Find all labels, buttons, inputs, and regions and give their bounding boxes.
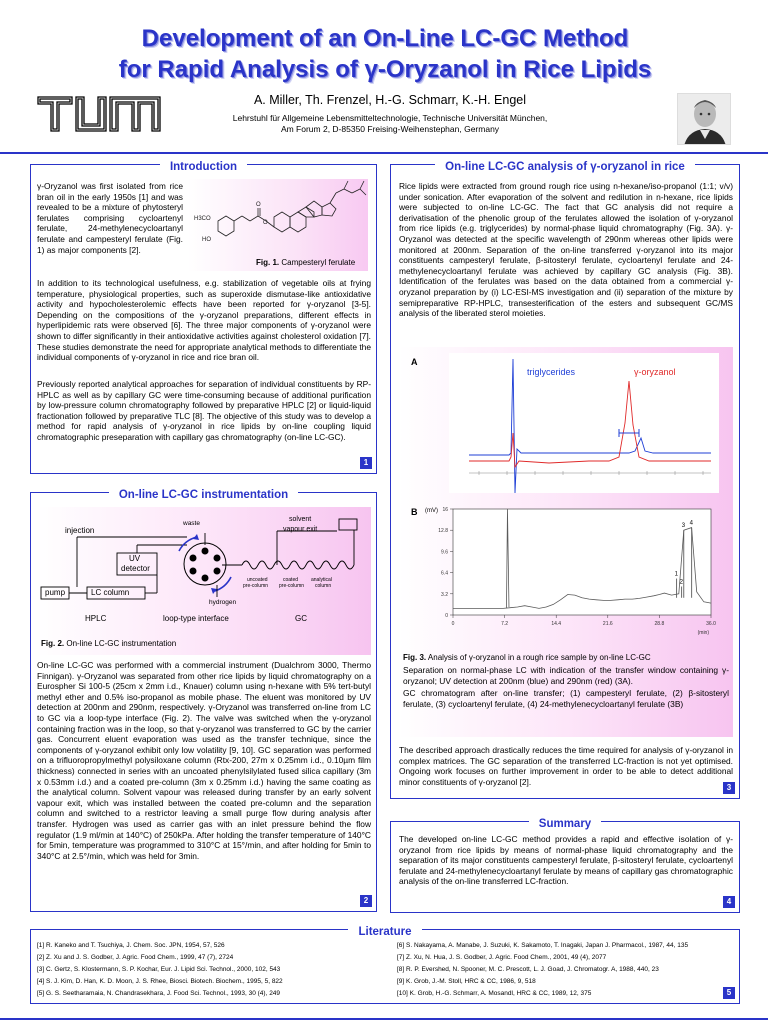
authors: A. Miller, Th. Frenzel, H.-G. Schmarr, K.-H. Engel [253, 93, 527, 107]
fig3-caption-text: Analysis of γ-oryzanol in a rough rice sample by on-line LC-GC [427, 653, 651, 662]
instrumentation-diagram [37, 507, 371, 655]
chart-a-label: A [411, 357, 418, 367]
fig3-desc-1: Separation on normal-phase LC with indication of the transfer window containing γ-oryzanol; UV detection at 200nm (blue) and 290nm (red) (3A). [403, 665, 729, 686]
fig3-desc-2: GC chromatogram after on-line transfer; (1) campesteryl ferulate, (2) β-sitosteryl ferulate, (3) cycloartenyl ferulate, (4) 24-methylenecycloartanyl ferulate (3B) [403, 688, 729, 709]
poster-title-line2: for Rapid Analysis of γ-Oryzanol in Rice Lipids [118, 56, 652, 83]
x-axis-unit: (min) [697, 630, 709, 636]
peak-label-3: 3 [681, 523, 686, 530]
chart-b-label: B [411, 507, 418, 517]
label-uv: UV [129, 554, 141, 563]
fig1-label: Fig. 1. [256, 258, 280, 267]
campesteryl-ferulate-figure [188, 179, 368, 271]
x-tick-label: 7.2 [501, 621, 509, 627]
reference-item: [3] C. Gertz, S. Klostermann, S. P. Kochar, Eur. J. Lipid Sci. Technol., 2000, 102, 543 [37, 966, 281, 973]
summary-heading: Summary [529, 818, 601, 830]
label-gc: GC [295, 614, 307, 623]
label-analytical-column: column [315, 583, 332, 589]
analysis-section [390, 161, 740, 799]
label-pump: pump [45, 588, 66, 597]
affiliation-line2: Am Forum 2, D-85350 Freising-Weihenstephan, Germany [280, 124, 500, 134]
peak-label-1: 1 [674, 571, 678, 578]
x-tick-label: 0 [451, 621, 455, 627]
reference-item: [7] Z. Xu, N. Hua, J. S. Godber, J. Agric. Food Chem., 2001, 49 (4), 2077 [397, 954, 607, 961]
poster-title-line1: Development of an On-Line LC-GC Method [141, 25, 629, 52]
header-divider [0, 152, 768, 154]
chart-a-label-triglycerides: triglycerides [527, 367, 576, 377]
label-uncoated-precolumn: pre-column [243, 583, 269, 589]
label-analytical: analytical [311, 577, 332, 583]
svg-text:O: O [256, 202, 261, 208]
reference-item: [8] R. P. Evershed, N. Spooner, M. C. Prescott, L. J. Goad, J. Chromatogr. A, 1988, 440, 23 [397, 966, 659, 973]
struct-label-methoxy: H3CO [194, 216, 211, 222]
chart-a [449, 353, 719, 493]
affiliation [170, 113, 610, 135]
label-hydrogen: hydrogen [209, 599, 237, 606]
struct-label-hydroxy: HO [202, 237, 211, 243]
chart-b-frame [453, 509, 711, 615]
peak-label-4: 4 [689, 520, 693, 527]
summary-section [390, 818, 740, 913]
label-injection: injection [65, 526, 95, 535]
footer-divider [0, 1018, 768, 1020]
chart-b [429, 503, 719, 643]
chart-a-label-oryzanol: γ-oryzanol [634, 367, 676, 377]
intro-paragraph-2: In addition to its technological usefulness, e.g. stabilization of vegetable oils at frying temperature, physiological properties, such as superoxide dismutase-like antioxidative activity and hypocholesterolemic effects have been reported for γ-oryzanol [3-5]. Depending on the compositions of the γ-oryzanol preparations, different effects in hyperlipidemic rats were observed [6]. The three major components of γ-oryzanol were shown to differ significantly in their antioxidative activities against cholesterol oxidation [7]. These studies demonstrate the need for appropriate analytical methods to differentiate the individual components of γ-oryzanol in rice and rice bran oil. [37, 278, 371, 363]
introduction-heading: Introduction [160, 161, 247, 173]
references-right [397, 940, 727, 1000]
reference-item: [1] R. Kaneko and T. Tsuchiya, J. Chem. Soc. JPN, 1954, 57, 526 [37, 942, 225, 949]
fig3-panel [399, 347, 733, 737]
instrumentation-body: On-line LC-GC was performed with a commercial instrument (Dualchrom 3000, Thermo Finnigan). γ-Oryzanol was separated from other rice lipids by liquid chromatography on a Eurospher Si 100-5 (25cm x 2mm i.d., Knauer) column using n-hexane with 5% tert-butyl methyl ether and 0.5% iso-propanol as mobile phase. The eluent was monitored by UV detection at 200nm and 290nm, respectively. γ-Oryzanol was transferred on-line from LC to GC via a loop-type interface (Fig. 2). The valve was switched when the γ-oryzanol containing fraction was in the loop, so that γ-oryzanol was transferred to GC by the carrier gas. Concurrent eluent evaporation was used as the transfer technique, since the components of γ-oryzanol exhibit only low volatility [9, 10]. GC separation was performed on a trifluoropropylmethyl polysiloxane column (Rtx-200, 27m x 0.25mm i.d., 0.10µm film thickness) connected in series with an uncoated phenylsilylated fused silica capillary (3m x 0.53mm i.d.) and a coated pre-column (3m x 0.25mm i.d.) having the same coating as the analytical column. Solvent vapour was released during transfer by an early solvent vapour exit, which was installed between the coated pre-column and the separation column and switched to a restrictor leaving a small purge flow during analysis after transfer. Hydrogen was used as carrier gas with an inlet pressure behind the flow regulator (1.9 ml/min at 140°C) of 250kPa. After holding the transfer temperature of 140°C for 5min, temperature was programmed to 310°C at 15°/min, and after holding for 5min to 340°C at 2.5°/min, which was held for 3min. [37, 660, 371, 861]
fid-box [339, 519, 357, 530]
x-tick-label: 14.4 [551, 621, 562, 627]
label-coated-precolumn: pre-column [279, 583, 305, 589]
peak-label-2: 2 [679, 579, 683, 586]
fig3-label: Fig. 3. [403, 653, 427, 662]
instrumentation-heading: On-line LC-GC instrumentation [109, 489, 298, 501]
fig2-label: Fig. 2. [41, 639, 65, 648]
affiliation-line1: Lehrstuhl für Allgemeine Lebensmitteltechnologie, Technische Universität München, [232, 113, 548, 123]
fig2-caption-text: On-line LC-GC instrumentation [66, 639, 177, 648]
summary-body: The developed on-line LC-GC method provides a rapid and effective isolation of γ-oryzanol from rice lipids by means of normal-phase liquid chromatography and the separation of its major constituents campesteryl ferulate, β-sitosteryl ferulate, cycloartenyl ferulate and 24-methylenecycloartanyl ferulate by means of capillary gas chromatographic analysis of the on-line transferred LC-fraction. [399, 834, 733, 887]
fig1-caption-text: Campesteryl ferulate [281, 258, 356, 267]
reference-item: [10] K. Grob, H.-G. Schmarr, A. Mosandl, HRC & CC, 1989, 12, 375 [397, 990, 592, 997]
section-number-badge: 5 [723, 987, 735, 999]
references-left [37, 940, 387, 1000]
y-tick-label: 9.6 [441, 549, 448, 556]
intro-paragraph-1: γ-Oryzanol was first isolated from rice bran oil in the early 1950s [1] and was revealed to be a mixture of phytosteryl ferulates comprising cycloartenyl ferulate, 24-methylenecycloartanyl ferulate and campesteryl ferulate (Fig. 1) as major components [2]. [37, 181, 183, 255]
analysis-heading: On-line LC-GC analysis of γ-oryzanol in rice [435, 161, 695, 173]
reference-item: [6] S. Nakayama, A. Manabe, J. Suzuki, K. Sakamoto, T. Inagaki, Japan J. Pharmacol., 1987, 44, 135 [397, 942, 689, 949]
introduction-section [30, 161, 377, 474]
svg-text:O: O [263, 220, 268, 226]
series-line-uv290 [469, 381, 711, 467]
x-tick-label: 21.6 [602, 621, 613, 627]
label-vapour-exit: vapour exit [283, 526, 318, 533]
label-coated: coated [283, 577, 299, 583]
section-number-badge: 1 [360, 457, 372, 469]
instrumentation-section [30, 489, 377, 912]
reference-item: [5] G. S. Seetharamaia, N. Chandrasekhara, J. Food Sci. Technol., 1993, 30 (4), 249 [37, 990, 281, 997]
fig2-caption [41, 639, 176, 648]
literature-heading: Literature [348, 926, 421, 938]
label-solvent: solvent [289, 516, 312, 523]
x-tick-label: 28.8 [654, 621, 665, 627]
fig3-caption [403, 653, 729, 663]
label-detector: detector [121, 564, 150, 573]
section-number-badge: 2 [360, 895, 372, 907]
label-hplc: HPLC [85, 614, 107, 623]
y-tick-label: 12.8 [438, 528, 448, 535]
intro-paragraph-3: Previously reported analytical approaches for separation of individual constituents by RP-HPLC as well as by capillary GC were time-consuming because of additional purification by low-pressure column chromatography followed by preparative HPLC [2] or liquid-liquid fractionation followed by preparative TLC [8]. The objective of this study was to develop a method for rapid analysis of γ-oryzanol in rice lipids by on-line coupling liquid chromatographic preseparation with capillary gas chromatography (on-line LC-GC). [37, 379, 371, 442]
analysis-body: Rice lipids were extracted from ground rough rice using n-hexane/iso-propanol (1:1; v/v) under sonication. After evaporation of the solvent and redilution in n-hexane, rice lipids were subjected to on-line LC-GC. The fact that GC analysis did not require a derivatisation of the phenolic group of the ferulates allowed the isolation of γ-oryzanol from rice lipids (e.g. triglycerides) by normal-phase liquid chromatography (Fig. 3A). γ-Oryzanol was detected at the specific wavelength of 290nm whereas other lipids were monitored at 200nm. Separation of the on-line transferred γ-oryzanol into its major constituents campesteryl ferulate, β-sitosteryl ferulate, cycloartenyl ferulate and 24-methylenecycloartanyl ferulate was achieved by capillary GC analysis (Fig. 3B). Identification of the ferulates was based on the data obtained from a commercial γ-oryzanol preparation by (i) LC-ESI-MS investigation and (ii) separation of the mixture by semipreparative RP-HPLC, transesterification of the esters and subsequent GC/MS analysis of the liberated sterol moieties. [399, 181, 733, 319]
reference-item: [2] Z. Xu and J. S. Godber, J. Agric. Food Chem., 1999, 47 (7), 2724 [37, 954, 234, 961]
label-waste: waste [183, 520, 200, 527]
y-tick-label: 0 [445, 613, 448, 619]
y-tick-label: 16 [442, 507, 448, 513]
reference-item: [4] S. J. Kim, D. Han, K. D. Moon, J. S. Rhee, Biosci. Biotech. Biochem., 1995, 5, 822 [37, 978, 283, 985]
section-number-badge: 3 [723, 782, 735, 794]
x-tick-label: 36.0 [706, 621, 716, 627]
fig1-caption [256, 258, 355, 267]
label-lc-column: LC column [91, 588, 130, 597]
label-uncoated: uncoated [247, 577, 268, 583]
tum-logo [34, 93, 164, 135]
chart-b-unit: (mV) [425, 508, 438, 514]
y-tick-label: 6.4 [441, 570, 448, 577]
label-loop-type: loop-type interface [163, 614, 229, 623]
analysis-body-2: The described approach drastically reduces the time required for analysis of γ-oryzanol in complex matrices. The GC separation of the transferred LC-fraction is not yet optimised. Ongoing work focuses on further improvement in order to be able to detect additional minor constituents of γ-oryzanol [2]. [399, 745, 733, 787]
y-tick-label: 3.2 [441, 591, 448, 598]
ferulate-structure [188, 179, 368, 257]
loop-type-valve [179, 534, 231, 594]
section-number-badge: 4 [723, 896, 735, 908]
reference-item: [9] K. Grob, J.-M. Stoll, HRC & CC, 1986, 9, 518 [397, 978, 536, 985]
literature-section [30, 926, 740, 1004]
author-photo [677, 93, 731, 145]
